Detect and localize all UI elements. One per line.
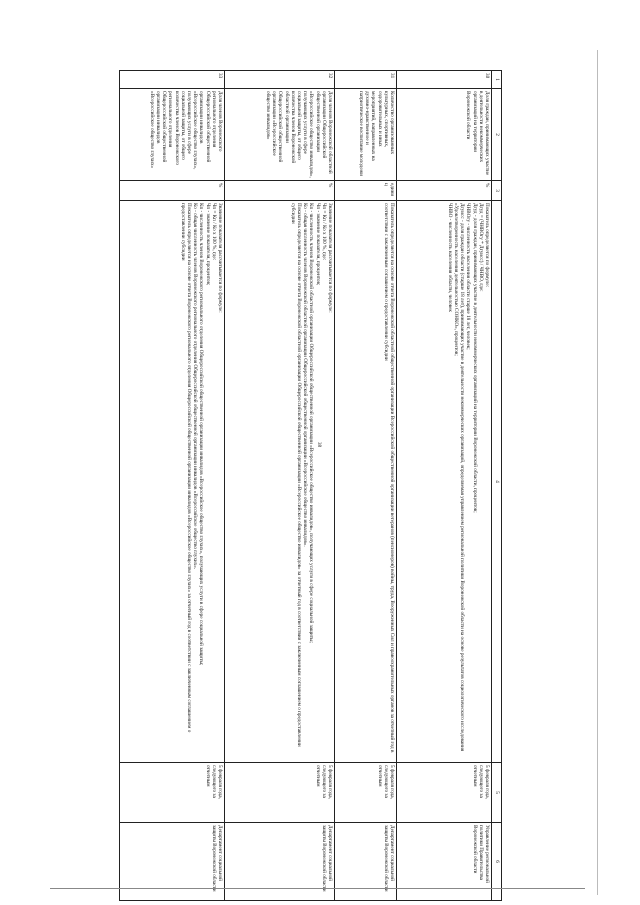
method-line: Дгуд = (ЧНВОгу * Дгуисс) / ЧНВО, где: [477, 203, 484, 292]
deadline: 5 февраля года, следующего за отчетным [120, 763, 225, 823]
unit: % [397, 181, 492, 201]
method-line: Показатель определяется на основе отчета Воронежской областной организации Общероссийской общественной организации «Всероссийское общество инвалидов» за отчетный год в соответствии с заключенным соглашением о предоставлении субсидии [289, 203, 302, 747]
scan-edge-line [597, 50, 598, 895]
deadline: 5 февраля года, следующего за отчетным [225, 763, 335, 823]
method-line: Чп - значение показателя, процентов; [204, 203, 211, 286]
row-number: 31 [335, 71, 397, 89]
unit: % [225, 181, 335, 201]
method-line: Значение показателя рассчитывается по формуле: [217, 203, 223, 313]
indicators-table [119, 70, 502, 901]
responsible: Департамент социальной защиты Воронежской области [335, 823, 397, 901]
table-row [225, 71, 335, 901]
header-col-6: 6 [492, 823, 502, 901]
method-cell [225, 201, 335, 763]
indicator-name: Доля граждан, принимающих участие в деятельности некоммерческих организаций на территории Воронежской области [397, 89, 492, 181]
unit: % [120, 181, 225, 201]
responsible: Управление региональной политики Правительства Воронежской области [397, 823, 492, 901]
landscape-page [112, 70, 502, 900]
table-row [120, 71, 225, 901]
method-line: Показатель определяется на основе отчета Воронежской областной общественной организации Всероссийской общественной организации ветеранов (пенсионеров) войны, труда, Вооруженных Сил и правоохранительных органов за отчетный год в соответствии с заключенным соглашением о предоставлении субсидии [382, 203, 395, 753]
method-cell [335, 201, 397, 763]
method-line: Кп - численность членов Воронежской областной организации Общероссийской общественной организации «Всероссийское общество инвалидов», получающих услуги в сфере социальной защиты; [308, 203, 315, 643]
method-cell [397, 201, 492, 763]
unit: единиц [335, 181, 397, 201]
page-number: 38 [316, 442, 321, 447]
row-number: 30 [397, 71, 492, 89]
header-row [492, 71, 502, 901]
method-line: Показатель определяется по формуле: [484, 203, 490, 287]
method-line: Чп = Кп / Ко х 100 %, где: [210, 203, 217, 261]
indicator-name: Количество организованных культурных, спортивных, оздоровительных и иных мероприятий, направленных на духовно-нравственное и патриотическое воспитание молодежи [335, 89, 397, 181]
method-line: Кп - численность членов Воронежского регионального отделения Общероссийской общественной организации инвалидов «Всероссийское общество глухих», получающих услуги в сфере социальной защиты; [198, 203, 205, 666]
method-line: Дгуисс - доля граждан области (старше 18 лет), принимающих участие в деятельности некоммерческих организаций, определяемая управлением региональной политики Воронежской области на основе результатов социологического исследования «Удовлетворенность населения деятельностью СОНКО», процентов; [452, 203, 466, 752]
header-col-5: 5 [492, 763, 502, 823]
header-col-2: 2 [492, 89, 502, 181]
scan-bottom-line [50, 888, 585, 889]
rotated-table-container [112, 70, 502, 900]
method-line: Чп = Кп / Ко х 100 %, где: [320, 203, 327, 261]
method-line: Показатель определяется на основе отчета Воронежского регионального отделения Общероссийской общественной организации инвалидов «Всероссийское общество глухих» за отчетный год в соответствии с заключенным соглашением о предоставлении субсидии [179, 203, 192, 733]
header-col-1: 1 [492, 71, 502, 89]
method-cell [120, 201, 225, 763]
method-line: ЧНВОгу - численность населения области старше 18 лет, человек; [465, 203, 472, 350]
responsible: Департамент социальной защиты Воронежской области [120, 823, 225, 901]
header-col-3: 3 [492, 181, 502, 201]
row-number: 33 [120, 71, 225, 89]
deadline: 5 февраля года, следующего за отчетным [335, 763, 397, 823]
header-col-4: 4 [492, 201, 502, 763]
method-line: Дгуд - доля граждан, принимающих участие в деятельности некоммерческих организаций на территории Воронежской области, процентов; [471, 203, 478, 513]
method-line: Ко - общая численность членов Воронежского регионального отделения Общероссийской общественной организации инвалидов «Всероссийское общество глухих». [192, 203, 199, 570]
method-line: Ко - общая численность членов Воронежской областной организации Общероссийской общественной организации «Всероссийское общество инвалидов». [302, 203, 309, 547]
responsible: Департамент социальной защиты Воронежской области [225, 823, 335, 901]
indicator-name: Доля членов Воронежской областной организации Общероссийской общественной организации «Всероссийское общество инвалидов», получающих услуги в сфере социальной защиты, от общего количества членов Воронежской областной организации Общероссийской общественной организации «Всероссийское общество инвалидов» [225, 89, 335, 181]
row-number: 32 [225, 71, 335, 89]
table-row [335, 71, 397, 901]
method-line: ЧНВО - численность населения области, человек [446, 203, 453, 312]
indicator-name: Доля членов Воронежского регионального отделения Общероссийской общественной организации инвалидов «Всероссийское общество глухих», получающих услуги в сфере социальной защиты, от общего количества членов Воронежского регионального отделения Общероссийской общественной организации инвалидов «Всероссийское общество глухих» [120, 89, 225, 181]
method-line: Значение показателя рассчитывается по формуле: [327, 203, 333, 313]
table-row [397, 71, 492, 901]
deadline: 5 февраля года, следующего за отчетным [397, 763, 492, 823]
method-line: Чп - значение показателя, процентов; [314, 203, 321, 286]
